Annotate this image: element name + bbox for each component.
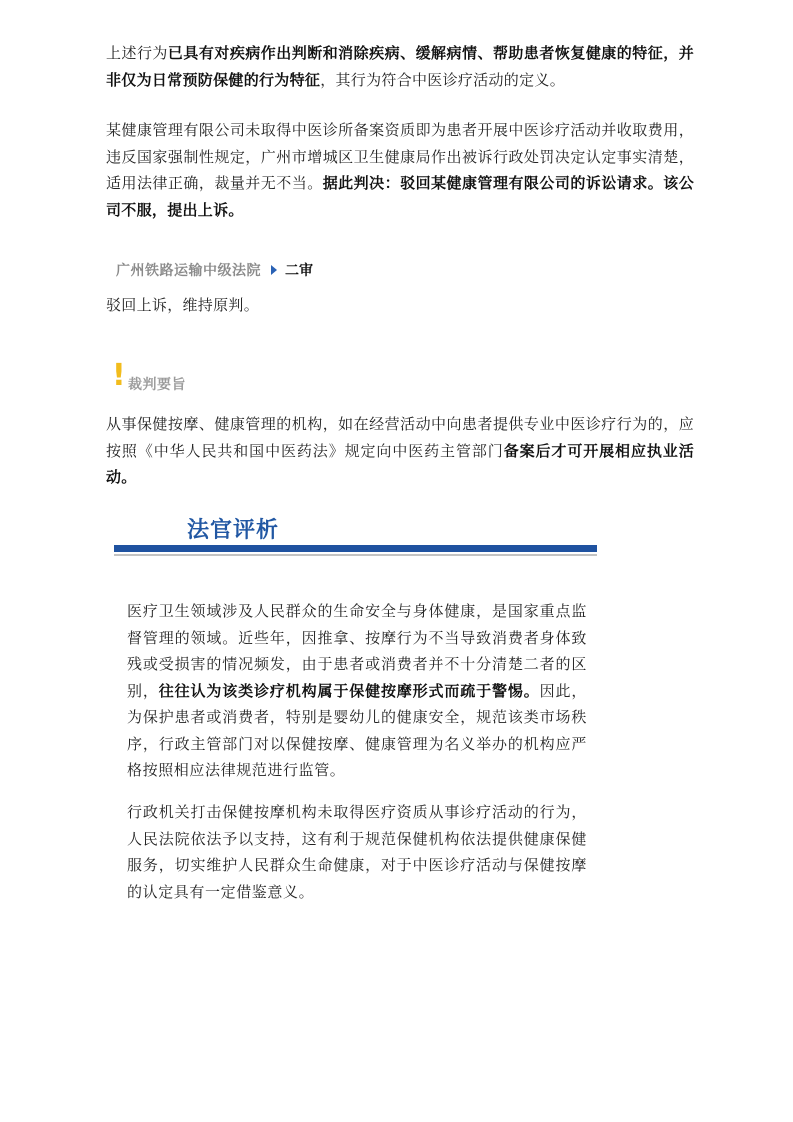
commentary-block-1	[127, 598, 587, 784]
paragraph-conduct-characteristics	[106, 40, 694, 93]
gist-title: 裁判要旨	[128, 377, 186, 393]
section-title-bar	[114, 545, 597, 552]
bold-text-segment: 备案后才可开展相应执业活动。	[106, 441, 694, 486]
bold-text-segment: 往往认为该类诊疗机构属于保健按摩形式而疏于警惕。	[158, 681, 540, 700]
text-segment: 从事保健按摩、健康管理的机构，如在经营活动中向患者提供专业中医诊疗行为的，应按照《中华人民共和国中医药法》规定向中医药主管部门	[106, 415, 694, 460]
court-name: 广州铁路运输中级法院	[116, 263, 261, 279]
section-title-underline	[114, 554, 597, 556]
gist-paragraph	[106, 411, 694, 491]
text-segment: 因此，为保护患者或消费者，特别是婴幼儿的健康安全，规范该类市场秩序，行政主管部门对以保健按摩、健康管理为名义举办的机构应严格按照相应法律规范进行监管。	[127, 681, 587, 779]
commentary-paragraph-2: 行政机关打击保健按摩机构未取得医疗资质从事诊疗活动的行为，人民法院依法予以支持，这有利于规范保健机构依法提供健康保健服务，切实维护人民群众生命健康，对于中医诊疗活动与保健按摩的认定具有一定借鉴意义。	[127, 803, 587, 901]
commentary-paragraph-1	[127, 598, 587, 784]
commentary-block-2	[127, 799, 587, 905]
text-segment: 上述行为	[106, 44, 168, 62]
second-instance-heading	[116, 258, 313, 282]
exclamation-icon: !	[112, 358, 126, 393]
text-segment: 医疗卫生领域涉及人民群众的生命安全与身体健康，是国家重点监督管理的领域。近些年，因推拿、按摩行为不当导致消费者身体致残或受损害的情况频发，由于患者或消费者并不十分清楚二者的区别，	[127, 602, 587, 700]
trial-stage-label: 二审	[285, 263, 313, 279]
paragraph-first-instance	[106, 117, 694, 223]
bold-text-segment: 已具有对疾病作出判断和消除疾病、缓解病情、帮助患者恢复健康的特征，并非仅为日常预防保健的行为特征	[106, 44, 694, 89]
bold-text-segment: 据此判决：驳回某健康管理有限公司的诉讼请求。该公司不服，提出上诉。	[106, 174, 695, 219]
text-segment: 某健康管理有限公司未取得中医诊所备案资质即为患者开展中医诊疗活动并收取费用，违反国家强制性规定，广州市增城区卫生健康局作出被诉行政处罚决定认定事实清楚，适用法律正确，裁量并无不当。	[106, 121, 694, 192]
second-instance-result: 驳回上诉，维持原判。	[106, 296, 260, 314]
text-segment: ，其行为符合中医诊疗活动的定义。	[320, 70, 566, 89]
section-title: 法官评析	[187, 518, 280, 543]
triangle-right-icon	[271, 265, 277, 275]
